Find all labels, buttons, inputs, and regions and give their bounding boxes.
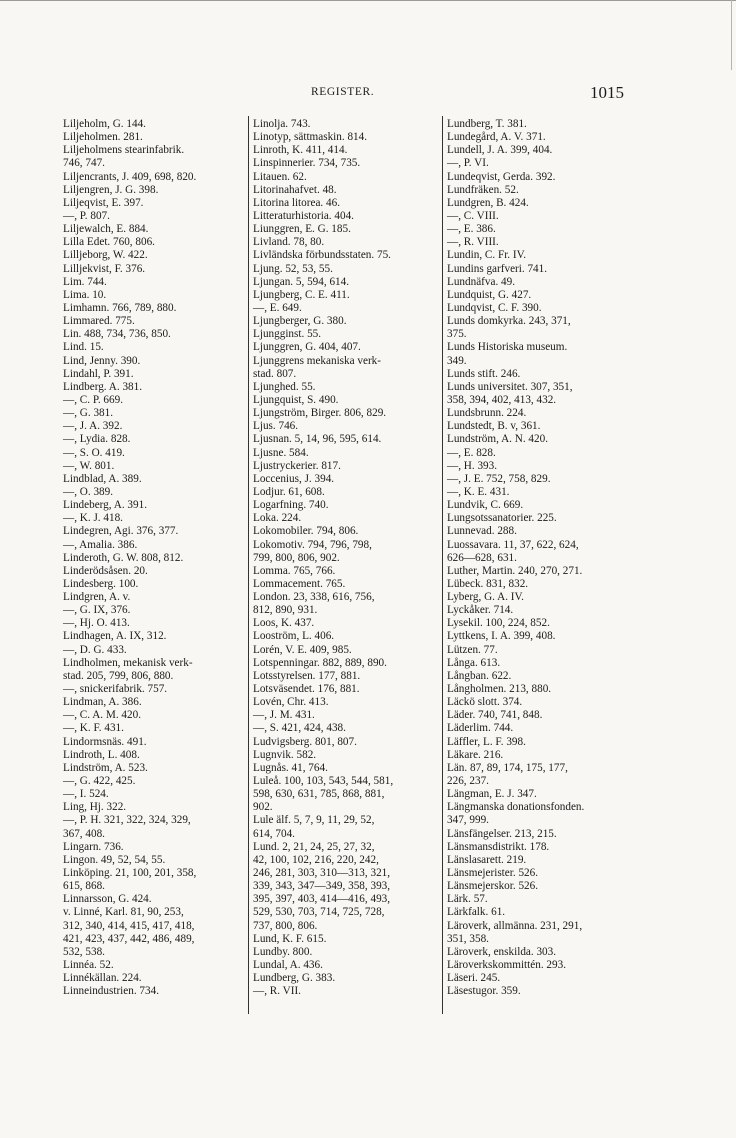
index-entry: Liljengren, J. G. 398.: [63, 183, 159, 196]
index-entry: —, J. E. 752, 758, 829.: [447, 472, 551, 485]
index-entry: Lilljekvist, F. 376.: [63, 262, 146, 275]
index-entry: 339, 343, 347—349, 358, 393,: [253, 880, 391, 893]
index-entry: 226, 237.: [447, 775, 489, 788]
index-entry: 614, 704.: [253, 827, 295, 840]
index-entry: Ljusnan. 5, 14, 96, 595, 614.: [253, 433, 382, 446]
index-entry: Lindgren, A. v.: [63, 591, 131, 604]
index-entry: Lule älf. 5, 7, 9, 11, 29, 52,: [253, 814, 375, 827]
index-entry: Linnarsson, G. 424.: [63, 893, 152, 906]
index-entry: Ljungberger, G. 380.: [253, 315, 347, 328]
index-entry: Litteraturhistoria. 404.: [253, 209, 354, 222]
index-entry: Längman, E. J. 347.: [447, 788, 537, 801]
index-entry: Limmared. 775.: [63, 315, 135, 328]
index-entry: Lindahl, P. 391.: [63, 367, 134, 380]
index-entry: Lindblad, A. 389.: [63, 472, 142, 485]
column-rule-right: [442, 116, 443, 1014]
index-entry: Lärk. 57.: [447, 893, 488, 906]
page-right-edge: [731, 0, 732, 70]
index-entry: Litorinahafvet. 48.: [253, 183, 337, 196]
index-entry: Lunnevad. 288.: [447, 525, 517, 538]
index-entry: Lundins garfveri. 741.: [447, 262, 548, 275]
index-entry: Lundqvist, C. F. 390.: [447, 301, 542, 314]
index-entry: Lotsstyrelsen. 177, 881.: [253, 669, 361, 682]
index-entry: Ljustryckerier. 817.: [253, 459, 341, 472]
index-entry: —, C. A. M. 420.: [63, 709, 142, 722]
index-entry: Lundfräken. 52.: [447, 183, 519, 196]
index-entry: Lugnvik. 582.: [253, 748, 317, 761]
index-entry: 347, 999.: [447, 814, 489, 827]
index-entry: Linnékällan. 224.: [63, 972, 142, 985]
index-entry: Loka. 224.: [253, 512, 302, 525]
index-entry: Län. 87, 89, 174, 175, 177,: [447, 761, 568, 774]
index-entry: 626—628, 631.: [447, 551, 517, 564]
index-entry: 746, 747.: [63, 157, 105, 170]
index-entry: —, Lydia. 828.: [63, 433, 131, 446]
index-entry: Lokomobiler. 794, 806.: [253, 525, 359, 538]
index-entry: —, D. G. 433.: [63, 643, 127, 656]
index-entry: —, W. 801.: [63, 459, 115, 472]
index-entry: 615, 868.: [63, 880, 105, 893]
index-entry: Lundal, A. 436.: [253, 959, 323, 971]
index-entry: Lunds Historiska museum.: [447, 341, 568, 354]
index-entry: Lundby. 800.: [253, 945, 313, 958]
running-header: REGISTER.: [311, 86, 375, 98]
index-entry: Linolja. 743.: [253, 118, 311, 130]
index-entry: Lundvik, C. 669.: [447, 499, 524, 512]
index-entry: Lundstedt, B. v, 361.: [447, 420, 541, 433]
index-entry: Lundell, J. A. 399, 404.: [447, 144, 553, 157]
index-entry: Lim. 744.: [63, 275, 107, 288]
index-entry: Livländska förbundsstaten. 75.: [253, 249, 391, 262]
index-entry: Lind, Jenny. 390.: [63, 354, 141, 367]
index-entry: Lilla Edet. 760, 806.: [63, 236, 155, 249]
index-entry: Limhamn. 766, 789, 880.: [63, 301, 177, 314]
index-entry: Lund. 2, 21, 24, 25, 27, 32,: [253, 840, 375, 853]
index-entry: Lindeberg, A. 391.: [63, 499, 147, 512]
index-entry: —, K. E. 431.: [447, 485, 510, 498]
index-entry: Lyttkens, I. A. 399, 408.: [447, 630, 556, 643]
index-entry: Ljunggrens mekaniska verk-: [253, 354, 381, 367]
index-entry: —, snickerifabrik. 757.: [63, 683, 168, 696]
index-entry: Lundquist, G. 427.: [447, 288, 532, 301]
index-entry: Liljencrants, J. 409, 698, 820.: [63, 170, 197, 183]
index-entry: Läder. 740, 741, 848.: [447, 709, 543, 722]
index-entry: Ljung. 52, 53, 55.: [253, 262, 333, 275]
index-entry: Liljeholmen. 281.: [63, 131, 143, 144]
index-entry: 349.: [447, 354, 467, 367]
index-entry: Långa. 613.: [447, 656, 501, 669]
index-entry: —, I. 524.: [63, 788, 109, 801]
index-entry: Ljungström, Birger. 806, 829.: [253, 407, 387, 420]
index-entry: —, P. VI.: [447, 157, 489, 170]
index-entry: Lind. 15.: [63, 341, 104, 354]
index-entry: —, G. 381.: [63, 407, 114, 420]
index-entry: —, S. 421, 424, 438.: [253, 722, 346, 735]
index-entry: —, C. P. 669.: [63, 393, 123, 406]
index-entry: Loos, K. 437.: [253, 617, 315, 630]
index-entry: Livland. 78, 80.: [253, 236, 325, 249]
index-entry: Lindhagen, A. IX, 312.: [63, 630, 167, 643]
index-entry: —, R. VII.: [253, 985, 301, 998]
column-rule-left: [248, 116, 249, 1014]
index-entry: —, E. 828.: [447, 446, 496, 459]
index-entry: Lindormsnäs. 491.: [63, 735, 147, 748]
index-entry: Ljunghed. 55.: [253, 380, 316, 393]
index-entry: Läseri. 245.: [447, 972, 501, 985]
index-entry: Länslasarett. 219.: [447, 853, 527, 866]
index-entry: 358, 394, 402, 413, 432.: [447, 393, 557, 406]
index-entry: —, Hj. O. 413.: [63, 617, 130, 630]
index-entry: —, E. 386.: [447, 223, 496, 236]
index-entry: 812, 890, 931.: [253, 604, 318, 617]
index-entry: Lunds domkyrka. 243, 371,: [447, 315, 571, 328]
index-entry: Lindman, A. 386.: [63, 696, 142, 709]
index-entry: Loccenius, J. 394.: [253, 472, 335, 485]
index-column-2: [253, 118, 439, 998]
index-entry: Lotspenningar. 882, 889, 890.: [253, 656, 387, 669]
index-entry: Logarfning. 740.: [253, 499, 329, 512]
index-entry: Lützen. 77.: [447, 643, 498, 656]
index-entry: Looström, L. 406.: [253, 630, 335, 643]
index-entry: Liunggren, E. G. 185.: [253, 223, 351, 236]
index-entry: Lindroth, L. 408.: [63, 748, 140, 761]
index-entry: Liljeholm, G. 144.: [63, 118, 146, 130]
index-entry: Linderödsåsen. 20.: [63, 564, 148, 577]
index-entry: Lindesberg. 100.: [63, 577, 139, 590]
index-entry: 312, 340, 414, 415, 417, 418,: [63, 919, 195, 932]
index-entry: Ljus. 746.: [253, 420, 299, 433]
index-entry: Länsmansdistrikt. 178.: [447, 840, 550, 853]
index-entry: Lundberg, T. 381.: [447, 118, 527, 130]
index-entry: Liljewalch, E. 884.: [63, 223, 149, 236]
index-column-1: [63, 118, 245, 998]
index-entry: Lingarn. 736.: [63, 840, 124, 853]
index-entry: Lungsotssanatorier. 225.: [447, 512, 557, 525]
index-entry: Lärkfalk. 61.: [447, 906, 506, 919]
index-entry: Liljeqvist, E. 397.: [63, 196, 144, 209]
index-entry: 532, 538.: [63, 945, 105, 958]
index-entry: Lorén, V. E. 409, 985.: [253, 643, 352, 656]
index-entry: Luleå. 100, 103, 543, 544, 581,: [253, 775, 394, 788]
index-entry: Luther, Martin. 240, 270, 271.: [447, 564, 583, 577]
index-entry: Längmanska donationsfonden.: [447, 801, 585, 814]
index-entry: Lundsbrunn. 224.: [447, 407, 527, 420]
index-entry: 598, 630, 631, 785, 868, 881,: [253, 788, 385, 801]
index-entry: Ljusne. 584.: [253, 446, 309, 459]
index-entry: 367, 408.: [63, 827, 105, 840]
index-entry: Linnéa. 52.: [63, 959, 114, 971]
index-entry: Lundgren, B. 424.: [447, 196, 529, 209]
index-entry: —, K. F. 431.: [63, 722, 124, 735]
index-entry: Lindström, A. 523.: [63, 761, 148, 774]
index-entry: Läkare. 216.: [447, 748, 504, 761]
index-entry: Linotyp, sättmaskin. 814.: [253, 131, 368, 144]
index-entry: 799, 800, 806, 902.: [253, 551, 340, 564]
index-entry: Ljungginst. 55.: [253, 328, 322, 341]
index-entry: —, P. H. 321, 322, 324, 329,: [63, 814, 191, 827]
index-entry: —, H. 393.: [447, 459, 498, 472]
index-entry: Lima. 10.: [63, 288, 107, 301]
index-entry: Lingon. 49, 52, 54, 55.: [63, 853, 166, 866]
index-entry: Långban. 622.: [447, 669, 512, 682]
index-entry: Litorina litorea. 46.: [253, 196, 340, 209]
index-entry: Lindholmen, mekanisk verk-: [63, 656, 193, 669]
index-entry: Lundberg, G. 383.: [253, 972, 336, 985]
index-entry: 375.: [447, 328, 467, 341]
index-entry: v. Linné, Karl. 81, 90, 253,: [63, 906, 184, 919]
index-entry: 421, 423, 437, 442, 486, 489,: [63, 932, 195, 945]
index-entry: Linneindustrien. 734.: [63, 985, 160, 998]
index-entry: Läroverkskommittén. 293.: [447, 959, 566, 971]
index-entry: Ludvigsberg. 801, 807.: [253, 735, 357, 748]
index-entry: Lotsväsendet. 176, 881.: [253, 683, 360, 696]
index-entry: —, S. O. 419.: [63, 446, 125, 459]
index-entry: Ljungquist, S. 490.: [253, 393, 339, 406]
index-entry: Linköping. 21, 100, 201, 358,: [63, 867, 197, 880]
index-entry: Lilljeborg, W. 422.: [63, 249, 148, 262]
index-entry: —, R. VIII.: [447, 236, 499, 249]
index-entry: Ling, Hj. 322.: [63, 801, 127, 814]
index-entry: Lunds stift. 246.: [447, 367, 521, 380]
index-entry: Litauen. 62.: [253, 170, 307, 183]
index-entry: Läroverk, allmänna. 231, 291,: [447, 919, 583, 932]
index-entry: —, G. IX, 376.: [63, 604, 131, 617]
index-entry: Läsestugor. 359.: [447, 985, 521, 998]
index-entry: Lundström, A. N. 420.: [447, 433, 548, 446]
index-entry: —, E. 649.: [253, 301, 302, 314]
index-entry: —, O. 389.: [63, 485, 114, 498]
index-entry: Lindberg. A. 381.: [63, 380, 143, 393]
index-entry: Lundnäfva. 49.: [447, 275, 516, 288]
index-entry: Lindegren, Agi. 376, 377.: [63, 525, 179, 538]
index-entry: Länsfängelser. 213, 215.: [447, 827, 557, 840]
index-entry: Linderoth, G. W. 808, 812.: [63, 551, 184, 564]
index-entry: Lyckåker. 714.: [447, 604, 514, 617]
index-entry: Lommacement. 765.: [253, 577, 346, 590]
index-entry: Lovén, Chr. 413.: [253, 696, 329, 709]
index-entry: Ljungan. 5, 594, 614.: [253, 275, 350, 288]
index-entry: Lundin, C. Fr. IV.: [447, 249, 527, 262]
index-entry: Ljungberg, C. E. 411.: [253, 288, 350, 301]
index-entry: Lübeck. 831, 832.: [447, 577, 529, 590]
index-entry: Länsmejerskor. 526.: [447, 880, 539, 893]
index-entry: Linspinnerier. 734, 735.: [253, 157, 361, 170]
page-top-edge: [0, 0, 736, 9]
index-entry: Lugnås. 41, 764.: [253, 761, 328, 774]
index-entry: Läckö slott. 374.: [447, 696, 523, 709]
index-entry: Läroverk, enskilda. 303.: [447, 945, 557, 958]
index-column-3: [447, 118, 632, 998]
index-entry: 351, 358.: [447, 932, 489, 945]
index-entry: —, Amalia. 386.: [63, 538, 138, 551]
index-entry: Lodjur. 61, 608.: [253, 485, 325, 498]
index-entry: Ljunggren, G. 404, 407.: [253, 341, 361, 354]
index-entry: 42, 100, 102, 216, 220, 242,: [253, 853, 379, 866]
index-entry: Läffler, L. F. 398.: [447, 735, 526, 748]
index-entry: Liljeholmens stearinfabrik.: [63, 144, 185, 157]
index-entry: Läderlim. 744.: [447, 722, 514, 735]
index-entry: —, K. J. 418.: [63, 512, 123, 525]
index-entry: Lundeqvist, Gerda. 392.: [447, 170, 556, 183]
page-number: 1015: [590, 83, 624, 102]
index-entry: 246, 281, 303, 310—313, 321,: [253, 867, 391, 880]
index-entry: 529, 530, 703, 714, 725, 728,: [253, 906, 385, 919]
index-entry: London. 23, 338, 616, 756,: [253, 591, 375, 604]
index-entry: —, G. 422, 425.: [63, 775, 136, 788]
index-entry: Lysekil. 100, 224, 852.: [447, 617, 550, 630]
index-entry: stad. 205, 799, 806, 880.: [63, 669, 174, 682]
index-entry: Luossavara. 11, 37, 622, 624,: [447, 538, 579, 551]
index-entry: 737, 800, 806.: [253, 919, 318, 932]
index-entry: —, P. 807.: [63, 209, 110, 222]
index-entry: —, J. A. 392.: [63, 420, 123, 433]
index-entry: Lundegård, A. V. 371.: [447, 131, 546, 144]
index-entry: —, C. VIII.: [447, 209, 499, 222]
index-entry: Lokomotiv. 794, 796, 798,: [253, 538, 372, 551]
index-entry: Linroth, K. 411, 414.: [253, 144, 348, 157]
index-entry: stad. 807.: [253, 367, 297, 380]
index-entry: —, J. M. 431.: [253, 709, 315, 722]
index-entry: 902.: [253, 801, 273, 814]
index-entry: 395, 397, 403, 414—416, 493,: [253, 893, 391, 906]
index-entry: Lund, K. F. 615.: [253, 932, 327, 945]
index-entry: Lomma. 765, 766.: [253, 564, 336, 577]
index-entry: Lin. 488, 734, 736, 850.: [63, 328, 171, 341]
index-entry: Länsmejerister. 526.: [447, 867, 539, 880]
index-entry: Långholmen. 213, 880.: [447, 683, 552, 696]
index-entry: Lyberg, G. A. IV.: [447, 591, 524, 604]
index-entry: Lunds universitet. 307, 351,: [447, 380, 573, 393]
